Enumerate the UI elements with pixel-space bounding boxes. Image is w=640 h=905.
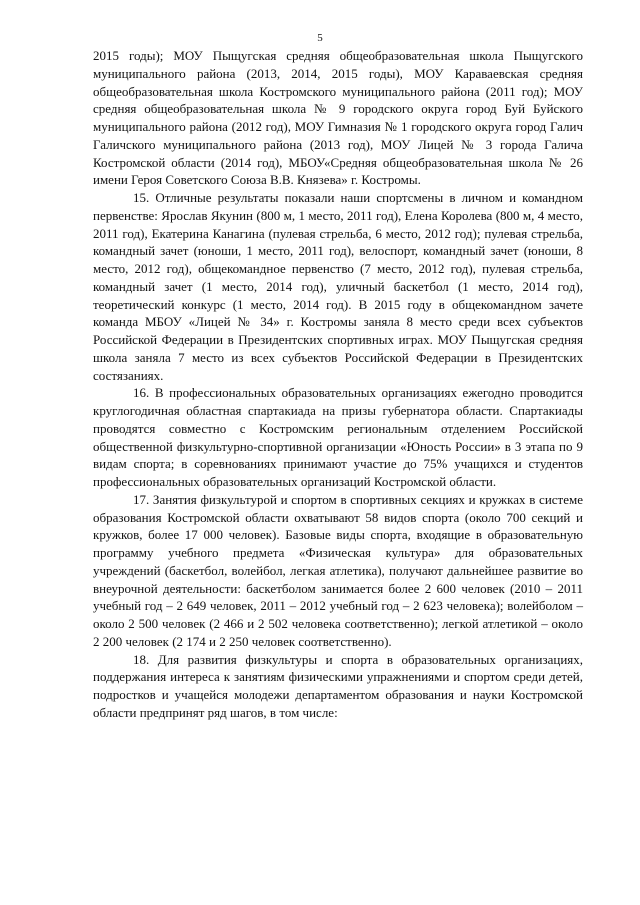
paragraph-16-spartakiad: 16. В профессиональных образовательных организациях ежегодно проводится круглогодичная областная спартакиада на призы губернатора области. Спартакиады проводятся совместно с Костромским региональным отделением Российской общественной физкультурно-спортивной организации «Юность России» в 3 этапа по 9 видам спорта; в соревнованиях принимают участие до 75% учащихся и студентов профессиональных образовательных организаций Костромской области. bbox=[93, 385, 583, 489]
paragraph-school-list-continued: 2015 годы); МОУ Пыщугская средняя общеобразовательная школа Пыщугского муниципального района (2013, 2014, 2015 годы), МОУ Караваевская средняя общеобразовательная школа Костромского муниципального района (2011 год); МОУ средняя общеобразовательная школа № 9 городского округа город Буй Буйского муниципального района (2012 год), МОУ Гимназия № 1 городского округа город Галич Галичского муниципального района (2013 год), МОУ Лицей № 3 города Галича Костромской области (2014 год), МБОУ«Средняя общеобразовательная школа № 26 имени Героя Советского Союза В.В. Князева» г. Костромы. bbox=[93, 48, 583, 188]
paragraph-17-sport-sections: 17. Занятия физкультурой и спортом в спортивных секциях и кружках в системе образования Костромской области охватывают 58 видов спорта (около 700 секций и кружков, более 17 000 человек). Базовые виды спорта, входящие в образовательную программу учебного предмета «Физическая культура» для образовательных учреждений (баскетбол, волейбол, легкая атлетика), получают дальнейшее развитие во внеурочной деятельности: баскетболом занимается более 2 600 человек (2010 – 2011 учебный год – 2 649 человек, 2011 – 2012 учебный год – 2 623 человека); волейболом – около 2 500 человек (2 466 и 2 502 человека соответственно); легкой атлетикой – около 2 200 человек (2 174 и 2 250 человек соответственно). bbox=[93, 491, 583, 649]
paragraph-15-sport-results: 15. Отличные результаты показали наши спортсмены в личном и командном первенстве: Ярослав Якунин (800 м, 1 место, 2011 год), Елена Королева (800 м, 4 место, 2011 год), Екатерина Канагина (пулевая стрельба, 6 место, 2012 год); пулевая стрельба, командный зачет (юноши, 1 место, 2011 год), велоспорт, командный зачет (юноши, 8 место, 2012 год), общекомандное первенство (7 место, 2012 год), пулевая стрельба, командный зачет (1 место, 2014 год), уличный баскетбол (1 место, 2014 год), теоретический конкурс (1 место, 2014 год). В 2015 году в общекомандном зачете команда МБОУ «Лицей № 34» г. Костромы заняла 8 место среди всех субъектов Российской Федерации в Президентских спортивных играх. МОУ Пыщугская средняя школа заняла 7 место из всех субъектов Российской Федерации в Президентских состязаниях. bbox=[93, 190, 583, 383]
paragraph-18-development-steps: 18. Для развития физкультуры и спорта в образовательных организациях, поддержания интереса к занятиям физическими упражнениями и спортом среди детей, подростков и учащейся молодежи департаментом образования и науки Костромской области предпринят ряд шагов, в том числе: bbox=[93, 651, 583, 720]
document-body bbox=[93, 47, 583, 722]
page-number: 5 bbox=[317, 32, 323, 44]
